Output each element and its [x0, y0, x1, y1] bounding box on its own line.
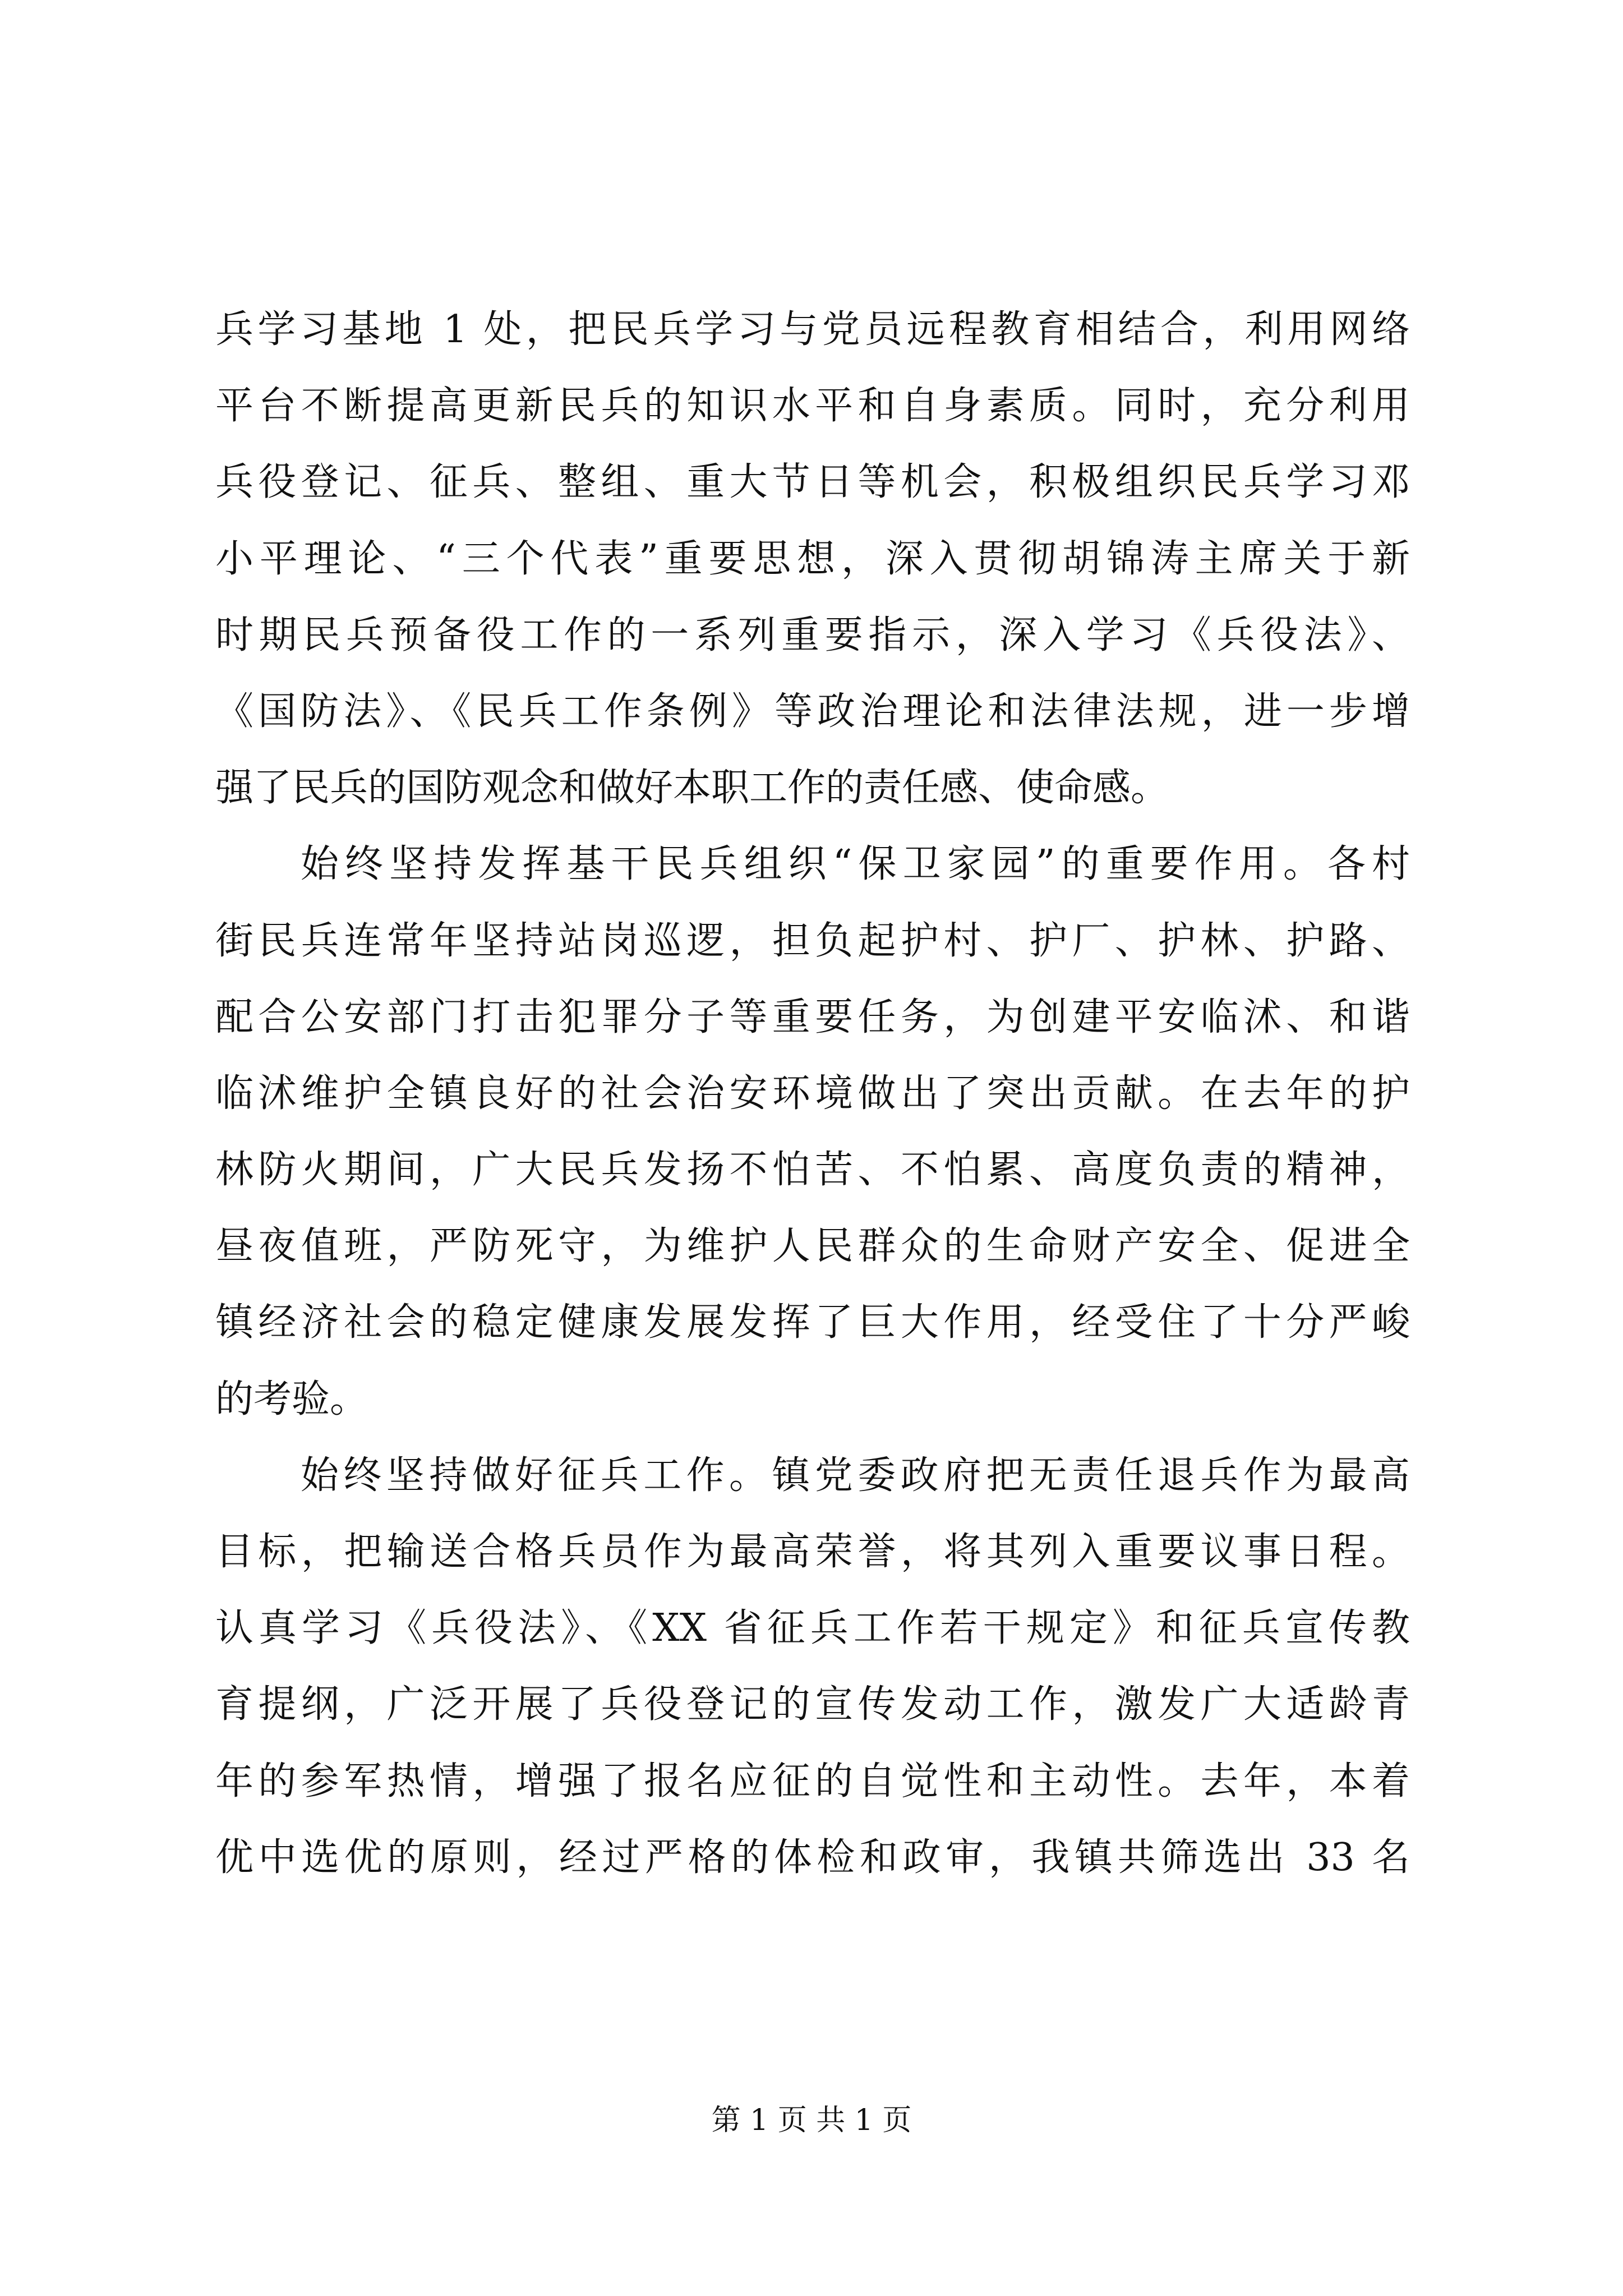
text-line: 临沭维护全镇良好的社会治安环境做出了突出贡献。在去年的护: [215, 1071, 1410, 1116]
text-line: 年的参军热情，增强了报名应征的自觉性和主动性。去年，本着: [215, 1759, 1410, 1803]
text-line: 的考验。: [215, 1377, 368, 1421]
text-line: 兵役登记、征兵、整组、重大节日等机会，积极组织民兵学习邓: [215, 460, 1410, 505]
paragraph-first-line: 始终坚持发挥基干民兵组织“保卫家园”的重要作用。各村: [301, 842, 1410, 887]
text-line: 小平理论、“三个代表”重要思想，深入贯彻胡锦涛主席关于新: [215, 536, 1410, 581]
text-line: 育提纲，广泛开展了兵役登记的宣传发动工作，激发广大适龄青: [215, 1682, 1410, 1727]
body-text: [215, 292, 1410, 1896]
page-footer: [0, 2098, 1623, 2143]
text-line: 兵学习基地 1 处，把民兵学习与党员远程教育相结合，利用网络: [215, 307, 1410, 352]
text-line: 强了民兵的国防观念和做好本职工作的责任感、使命感。: [215, 766, 1169, 811]
text-line: 林防火期间，广大民兵发扬不怕苦、不怕累、高度负责的精神，: [215, 1148, 1410, 1193]
text-line: 时期民兵预备役工作的一系列重要指示，深入学习《兵役法》、: [215, 613, 1410, 657]
text-line: 认真学习《兵役法》、《XX 省征兵工作若干规定》和征兵宣传教: [215, 1606, 1410, 1651]
page-number: 第 1 页 共 1 页: [711, 2104, 912, 2137]
text-line: 街民兵连常年坚持站岗巡逻，担负起护村、护厂、护林、护路、: [215, 918, 1410, 963]
text-line: 平台不断提高更新民兵的知识水平和自身素质。同时，充分利用: [215, 384, 1410, 429]
text-line: 目标，把输送合格兵员作为最高荣誉，将其列入重要议事日程。: [215, 1530, 1410, 1574]
text-line: 配合公安部门打击犯罪分子等重要任务，为创建平安临沭、和谐: [215, 995, 1410, 1039]
text-line: 优中选优的原则，经过严格的体检和政审，我镇共筛选出 33 名: [215, 1835, 1410, 1880]
text-line: 镇经济社会的稳定健康发展发挥了巨大作用，经受住了十分严峻: [215, 1300, 1410, 1345]
text-line: 昼夜值班，严防死守，为维护人民群众的生命财产安全、促进全: [215, 1224, 1410, 1269]
text-line: 《国防法》、《民兵工作条例》等政治理论和法律法规，进一步增: [215, 689, 1410, 734]
paragraph-first-line: 始终坚持做好征兵工作。镇党委政府把无责任退兵作为最高: [301, 1453, 1410, 1498]
